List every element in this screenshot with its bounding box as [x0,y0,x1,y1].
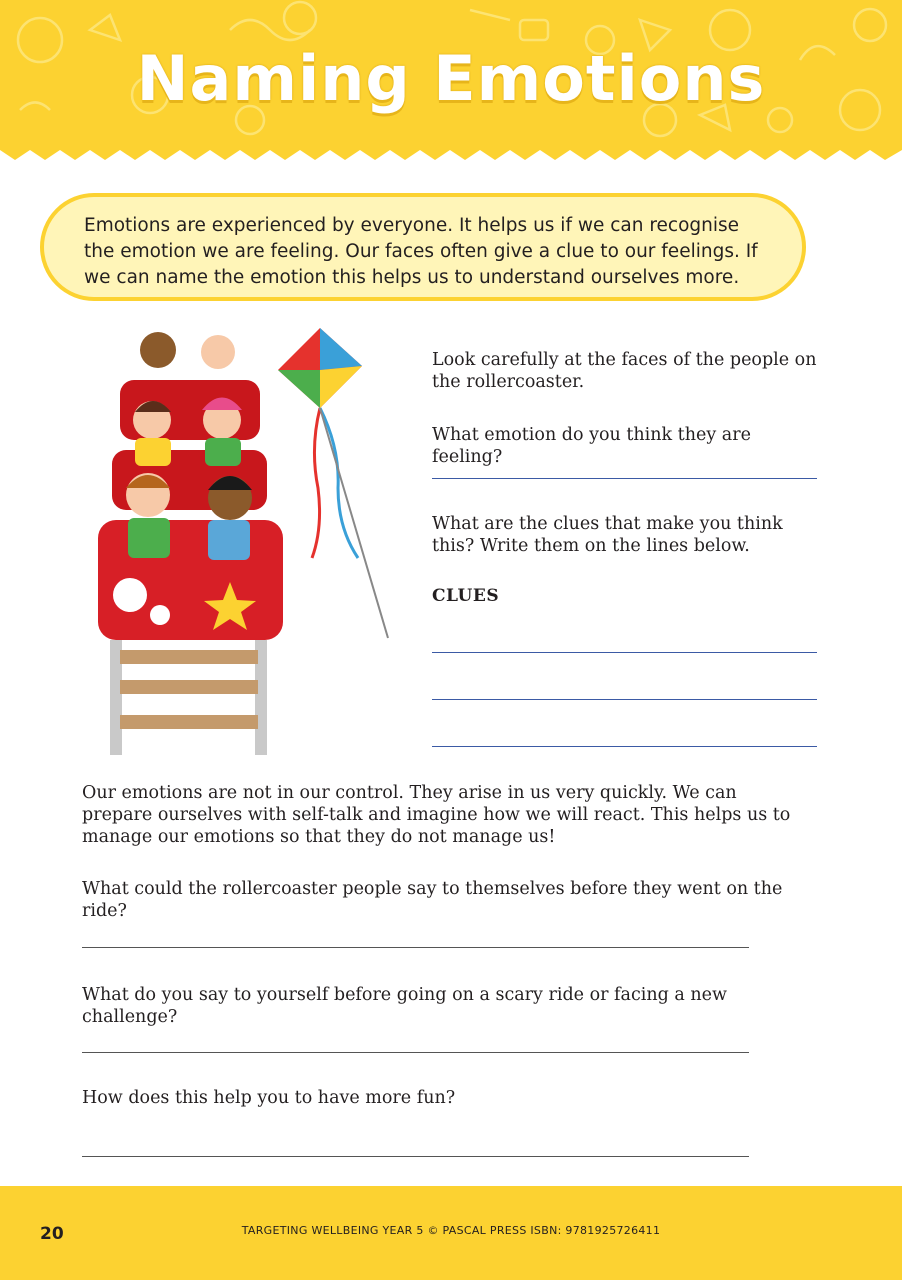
header-banner [0,0,902,165]
answer-line-3[interactable] [82,1156,749,1157]
clues-heading: CLUES [432,586,500,606]
clue-line-3[interactable] [432,746,817,747]
answer-line-1[interactable] [82,947,749,948]
answer-line-2[interactable] [82,1052,749,1053]
intro-box: Emotions are experienced by everyone. It helps us if we can recognise the emotion we are feeling. Our faces often give a clue to our feelings. If we can name the emotion this helps us to understand ourselves more. [40,193,806,301]
question-3: How does this help you to have more fun? [82,1088,456,1108]
question-2: What do you say to yourself before going on a scary ride or facing a new challenge? [82,985,727,1027]
clues-prompt: What are the clues that make you think this? Write them on the lines below. [432,514,783,556]
footer-copyright: TARGETING WELLBEING YEAR 5 © PASCAL PRESS ISBN: 9781925726411 [241,1224,661,1237]
cart-icon [98,380,283,640]
page-number: 20 [40,1224,64,1244]
emotions-paragraph: Our emotions are not in our control. They arise in us very quickly. We can prepare ourselves with self-talk and imagine how we will react. This helps us to manage our emotions so that they do not manage us! [82,783,791,847]
emotion-answer-line[interactable] [432,478,817,479]
clue-line-2[interactable] [432,699,817,700]
clue-line-1[interactable] [432,652,817,653]
look-instruction: Look carefully at the faces of the people on the rollercoaster. [432,350,817,392]
question-1: What could the rollercoaster people say to themselves before they went on the ride? [82,879,783,921]
kite-icon [278,328,388,638]
emotion-question: What emotion do you think they are feeling? [432,425,751,467]
track-icon [110,640,267,755]
page-title: Naming Emotions [136,42,766,115]
rollercoaster-illustration [90,320,400,760]
footer [0,1186,902,1280]
